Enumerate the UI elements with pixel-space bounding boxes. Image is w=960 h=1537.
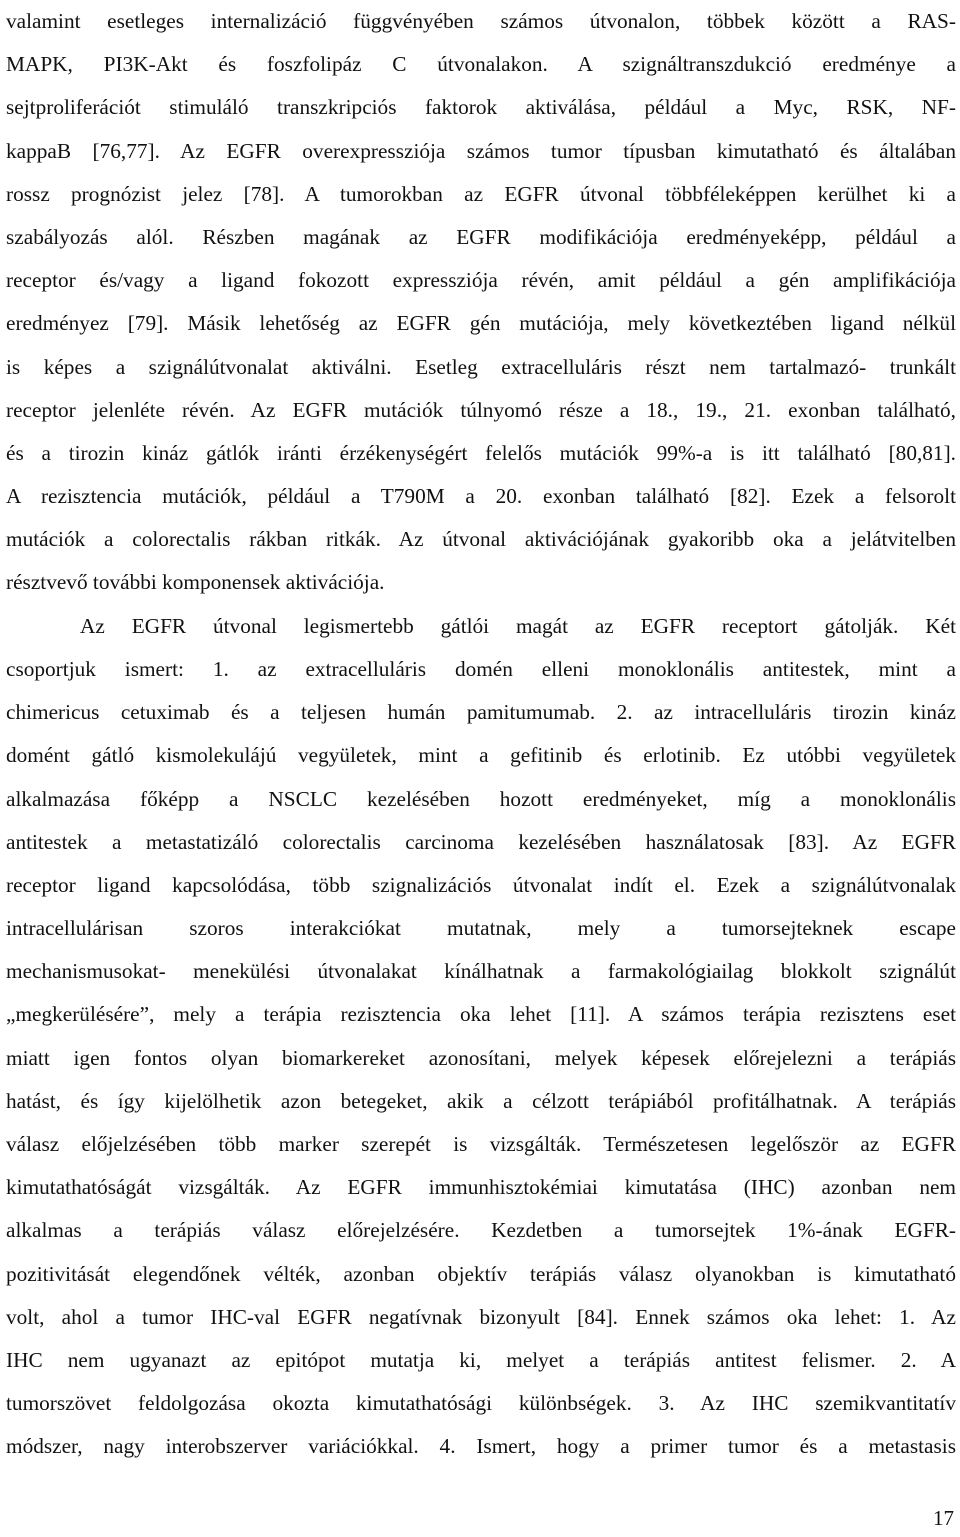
text-line: is képes a szignálútvonalat aktiválni. Esetleg extracelluláris részt nem tartalmazó- trunkált	[6, 354, 956, 379]
text-line: antitestek a metastatizáló colorectalis carcinoma kezelésében használatosak [83]. Az EGFR	[6, 829, 956, 854]
text-line: intracellulárisan szoros interakciókat mutatnak, mely a tumorsejteknek escape	[6, 916, 956, 941]
text-line: rossz prognózist jelez [78]. A tumorokban az EGFR útvonal többféleképpen kerülhet ki a	[6, 181, 956, 206]
text-line: módszer, nagy interobszerver variációkkal. 4. Ismert, hogy a primer tumor és a metastasis	[6, 1434, 956, 1459]
text-line: „megkerülésére”, mely a terápia rezisztencia oka lehet [11]. A számos terápia rezisztens eset	[6, 1002, 956, 1027]
text-line: receptor ligand kapcsolódása, több szignalizációs útvonalat indít el. Ezek a szignálútvonalak	[6, 872, 956, 897]
text-line: alkalmazása főképp a NSCLC kezelésében hozott eredményeket, míg a monoklonális	[6, 786, 956, 811]
text-line: sejtproliferációt stimuláló transzkripciós faktorok aktiválása, például a Myc, RSK, NF-	[6, 95, 956, 120]
text-line: mutációk a colorectalis rákban ritkák. Az útvonal aktivációjának gyakoribb oka a jelátvitelben	[6, 527, 956, 552]
text-line: IHC nem ugyanazt az epitópot mutatja ki, melyet a terápiás antitest felismer. 2. A	[6, 1347, 956, 1372]
text-line: résztvevő további komponensek aktivációja.	[6, 570, 385, 595]
paragraph-2	[6, 605, 956, 1469]
text-line: volt, ahol a tumor IHC-val EGFR negatívnak bizonyult [84]. Ennek számos oka lehet: 1. Az	[6, 1304, 956, 1329]
text-line: mechanismusokat- menekülési útvonalakat kínálhatnak a farmakológiailag blokkolt szignálút	[6, 959, 956, 984]
text-line: válasz előjelzésében több marker szerepét is vizsgálták. Természetesen legelőször az EGFR	[6, 1132, 956, 1157]
text-line: MAPK, PI3K-Akt és foszfolipáz C útvonalakon. A szignáltranszdukció eredménye a	[6, 52, 956, 77]
text-line: Az EGFR útvonal legismertebb gátlói magát az EGFR receptort gátolják. Két	[80, 613, 956, 638]
text-line: valamint esetleges internalizáció függvényében számos útvonalon, többek között a RAS-	[6, 9, 956, 33]
text-line: receptor és/vagy a ligand fokozott expressziója révén, amit például a gén amplifikációja	[6, 268, 956, 293]
text-line: kimutathatóságát vizsgálták. Az EGFR immunhisztokémiai kimutatása (IHC) azonban nem	[6, 1175, 956, 1200]
text-line: miatt igen fontos olyan biomarkereket azonosítani, melyek képesek előrejelezni a terápiás	[6, 1045, 956, 1070]
page-number: 17	[933, 1506, 954, 1530]
text-line: hatást, és így kijelölhetik azon betegeket, akik a célzott terápiából profitálhatnak. A terápiás	[6, 1088, 956, 1113]
text-line: receptor jelenléte révén. Az EGFR mutációk túlnyomó része a 18., 19., 21. exonban található,	[6, 397, 956, 422]
text-line: szabályozás alól. Részben magának az EGFR modifikációja eredményeképp, például a	[6, 224, 956, 249]
paragraph-1	[6, 0, 956, 605]
text-line: domént gátló kismolekulájú vegyületek, mint a gefitinib és erlotinib. Ez utóbbi vegyületek	[6, 743, 956, 768]
text-line: alkalmas a terápiás válasz előrejelzésére. Kezdetben a tumorsejtek 1%-ának EGFR-	[6, 1218, 956, 1243]
text-line: és a tirozin kináz gátlók iránti érzékenységért felelős mutációk 99%-a is itt található [80,81].	[6, 440, 956, 465]
text-line: A rezisztencia mutációk, például a T790M a 20. exonban található [82]. Ezek a felsorolt	[6, 484, 956, 509]
text-line: csoportjuk ismert: 1. az extracelluláris domén elleni monoklonális antitestek, mint a	[6, 656, 956, 681]
text-line: eredményez [79]. Másik lehetőség az EGFR gén mutációja, mely következtében ligand nélkül	[6, 311, 956, 336]
text-line: kappaB [76,77]. Az EGFR overexpressziója számos tumor típusban kimutatható és általában	[6, 138, 956, 163]
text-line: chimericus cetuximab és a teljesen humán pamitumumab. 2. az intracelluláris tirozin kináz	[6, 700, 956, 725]
text-line: pozitivitását elegendőnek vélték, azonban objektív terápiás válasz olyanokban is kimutatható	[6, 1261, 956, 1286]
text-line: tumorszövet feldolgozása okozta kimutathatósági különbségek. 3. Az IHC szemikvantitatív	[6, 1391, 956, 1416]
